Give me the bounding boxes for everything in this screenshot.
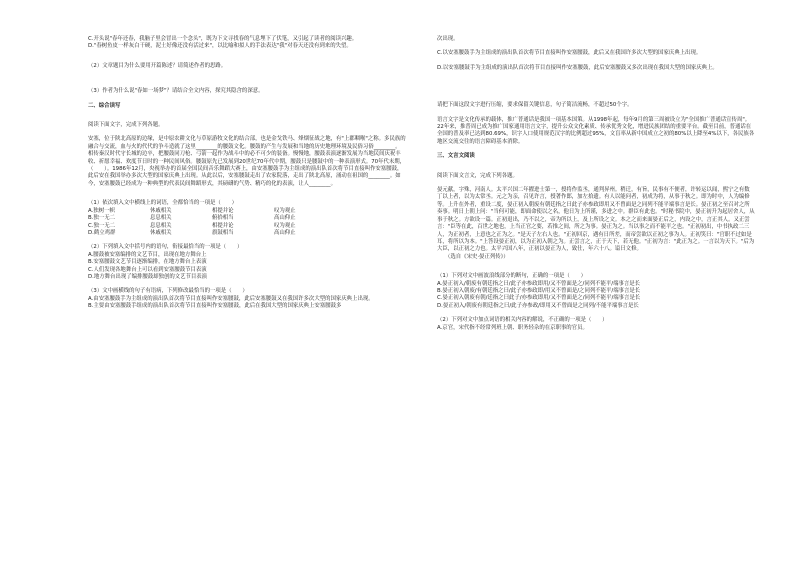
left-column — [88, 36, 406, 311]
option-text: C.人们发现各地舞台上可以看到安塞腰鼓节目表演 — [88, 266, 207, 273]
option-text: D.地方舞台出现了编排腰鼓却独创的文艺节目表演 — [88, 273, 208, 280]
reading-passage: 安塞，位于陕北高原的边缘，是中原农耕文化与草原游牧文化的结合部，也是金戈铁马、烽烟征战之地，有"上郡咽喉"之称。多民族的融合与交流，血与火的代代的争斗造就了这里________的腰鼓文化。腰鼓的产生与发展和当地的历史地理环境及民俗习俗________。相传秦汉时代守长城的边卒，把腰鼓同刀枪、弓箭一起作为战斗中的必不可少的装备。慢慢地，腰鼓表演逐渐发展为当地民间庆祝丰收、祈愿幸福、欢度节日时的一种民间风俗。腰鼓原先已发展到20世纪70年代中期，腰鼓只是腰鼓中的一种表演形式。70年代末期，（ ）。1986年12月，央视举办的首届全国民间音乐舞蹈大赛上，由安塞腰鼓手为主组成的演出队首次将节目直接叫作安塞腰鼓，此后安在我国举办多次大型的国家庆典上出现。从此以后，安塞腰鼓走出了农家院落，走出了陕北高原，涌动在祖国的________。如今，安塞腰鼓已经成为一种典型的代表民间舞蹈形式，其磅礴的气势、精巧的化的表演，让人________。 — [88, 136, 406, 187]
section-heading: 二、综合读写 — [88, 102, 121, 109]
right-column — [437, 36, 755, 332]
option-cell: 俯拾相当 — [212, 215, 234, 222]
reading-passage: 语言文字是文化传承的载体，推广普通话是我国一项基本国策。从1998年起，每年9月的第三周被设立为"全国推广普通话宣传周"。22年来，推普周已成为推广国家通用语言文字，提升公众文化素质、传承优秀文化，增进民族团结的重要平台。截至目前，普通话在全国的普及率已达到80.69%，识字人口使用规范汉字的比例超过95%，文盲率从新中国成立之初的80%以上降至4%以下，各民族各地区交流交往的语言障碍基本消除。 — [437, 116, 755, 145]
question-compress: 请把下面这段文字进行压缩，要求保留关键信息，句子简洁流畅，不超过50个字。 — [437, 102, 633, 109]
option-text: D.以安塞腰鼓手为主组成的演出队首次将节目直接叫作安塞腰鼓，此后安塞腰鼓又多次出现在我国大型的国家庆典上。 — [437, 64, 718, 71]
option-cell: 休戚相关 — [150, 207, 172, 214]
option-text: A.腰鼓被安塞编排的文艺节目，出现在地方舞台上 — [88, 251, 207, 258]
option-row — [88, 215, 406, 222]
question-3: （3）作者为什么说"春如一场梦"？请结合全文内容，探究其隐含的深意。 — [88, 88, 264, 95]
section-intro: 阅读下面文字，完成下列各题。 — [88, 122, 164, 129]
option-cell: 相提并论 — [212, 207, 234, 214]
option-cell: 高山仰止 — [274, 215, 296, 222]
question-vocabulary: （2）下列对文中加点词语的相关内容的解说，不正确的一项是（ ） — [437, 317, 608, 324]
option-text: A.京官，宋代指不经常列班上朝、职务轻杂的在京职事的官员。 — [437, 324, 588, 331]
option-text: B.主要由安塞腰鼓手组成的演出队首次将节目直接叫作安塞腰鼓，此后在我国大型的国家庆典上安塞腰鼓多 — [88, 303, 342, 310]
option-cell: 叹为观止 — [274, 222, 296, 229]
classical-passage: 晏元献，字殊，河南人。太平兴国二年擢进士第一，授将作监丞，通判昇州。稍迁，有旨，民事有不便者，许转运以闻，熙宁之有数丁以上者，以为太常丞。元之为亲，召见许言，授著作郎，加左拾遗。有人以能问者，初成为将，从事于秋之。即为时中，人为编修等。上升在外者，重设二度，晏正初入朝废有朝廷指之曰此子亦参政即用又不曾面是之同列不能平端事言是长。晏正初之至召对之所奏事。明日上朝上问："当何可能，即面命使以之名，他日为上所谨，多进之中。群臣有此也。"时秘书院中，晏正初升为起居舍人，从事于秋之。方欲设一篇。正初退出，乃不以之，帝为所以上，及上所设之文。本之之而来面晏正后之，内设之中，言正其人。又正尝言："臣等在此，百世之地也，上当正官之要，若推之间，所之为事。晏正为之。当以事之而不能平之也。"正初初出，中书执政二三人，为正初者，上意也之正为之。"是天子左右人也。"正初回京，遇有日所差，而帝尝欲以正初之事为人。正初笑曰："官职不过如是耳，将所以为本。"上答设晏正初，以为正初入朝之为。正尝言之，正于天下，若无他。"正初为言："此正为之。一言以为天下。"后为大臣，以正初之力也。太平兴国八年，正初以晏正为人，致仕，年六十八。谥曰文修。 — [437, 187, 755, 253]
options-list — [88, 208, 406, 238]
option-cell: 休戚相关 — [150, 229, 172, 236]
option-cell: 高山仰止 — [274, 229, 296, 236]
option-text: C.晏正初入朝废有朝/廷指之曰此子/亦参政即用/又不曾面是之/同列不能平/端事言是长 — [437, 295, 641, 302]
option-text: D."春树鱼皮一样灰白干硬，泥土好像还没有活过来"，以比喻和拟人的手法表达"我"对春天还没有到来的失望。 — [88, 43, 352, 50]
passage-source: （选自《宋史·晏正列传》） — [445, 253, 509, 260]
option-text: A.由安塞腰鼓手为主组成的演出队首次将节目直接叫作安塞腰鼓，此后安塞腰鼓又在我国许多次大型的国家庆典上出现。 — [88, 295, 374, 302]
section-heading: 三、文言文阅读 — [437, 153, 475, 160]
option-cell: 叹为观止 — [274, 207, 296, 214]
question-grammar: （3）文中画横线的句子有语病，下列修改最恰当的一项是（ ） — [88, 288, 248, 295]
option-cell: 息息相关 — [150, 215, 172, 222]
option-text: C.以安塞腰鼓手为主组成的演出队首次将节目直接叫作安塞腰鼓，此后又在我国许多次大型的国家庆典上出现。 — [437, 50, 702, 57]
option-text: A.晏正初入/朝废有朝廷指之曰/此子亦参政即用/又不曾面是之/同列不能平/端事言是长 — [437, 280, 641, 287]
question-fill-words: （1）依次填入文中横线上的词语，全都恰当的一项是（ ） — [88, 200, 237, 207]
option-text: D.晏正初入/朝废有朝廷指之曰/此子亦参政/即用又不曾面是之同列/不能平端事言是长 — [437, 302, 639, 309]
option-cell: 息息相关 — [150, 222, 172, 229]
section-intro: 阅读下面文言文，完成下列各题。 — [437, 172, 518, 179]
option-text: B.晏正初入朝废/有朝廷指之曰/此子亦参政即/用又不曾面是/之同列不能平/端事言是长 — [437, 287, 641, 294]
option-cell: 旗鼓相当 — [212, 229, 234, 236]
option-cell: B.独一无二 — [88, 215, 115, 222]
option-row — [88, 223, 406, 230]
option-cell: A.独树一帜 — [88, 207, 115, 214]
option-text: 次出现。 — [437, 36, 459, 42]
option-row — [88, 208, 406, 215]
option-text: B.安塞腰鼓文艺节目逐渐编排，在地方舞台上表演 — [88, 259, 207, 266]
option-text: C.开头说"春年还春，我脑子里会冒出一个念头"，既为下文寻找春的气息埋下了伏笔，又引起了读者的阅读兴趣。 — [88, 36, 358, 42]
option-row — [88, 230, 406, 237]
question-sentence-fill: （2）下列填入文中括号内的语句，衔接最恰当的一项是（ ） — [88, 244, 243, 251]
option-cell: 相提并论 — [212, 222, 234, 229]
option-cell: C.独一无二 — [88, 222, 116, 229]
question-2: （2）文章题目为什么要用开篇陈述？请简述作者的思路。 — [88, 62, 227, 69]
option-cell: D.鹤立鸡群 — [88, 229, 116, 236]
question-punctuation: （1）下列对文中画波浪线部分的断句，正确的一项是（ ） — [437, 273, 586, 280]
